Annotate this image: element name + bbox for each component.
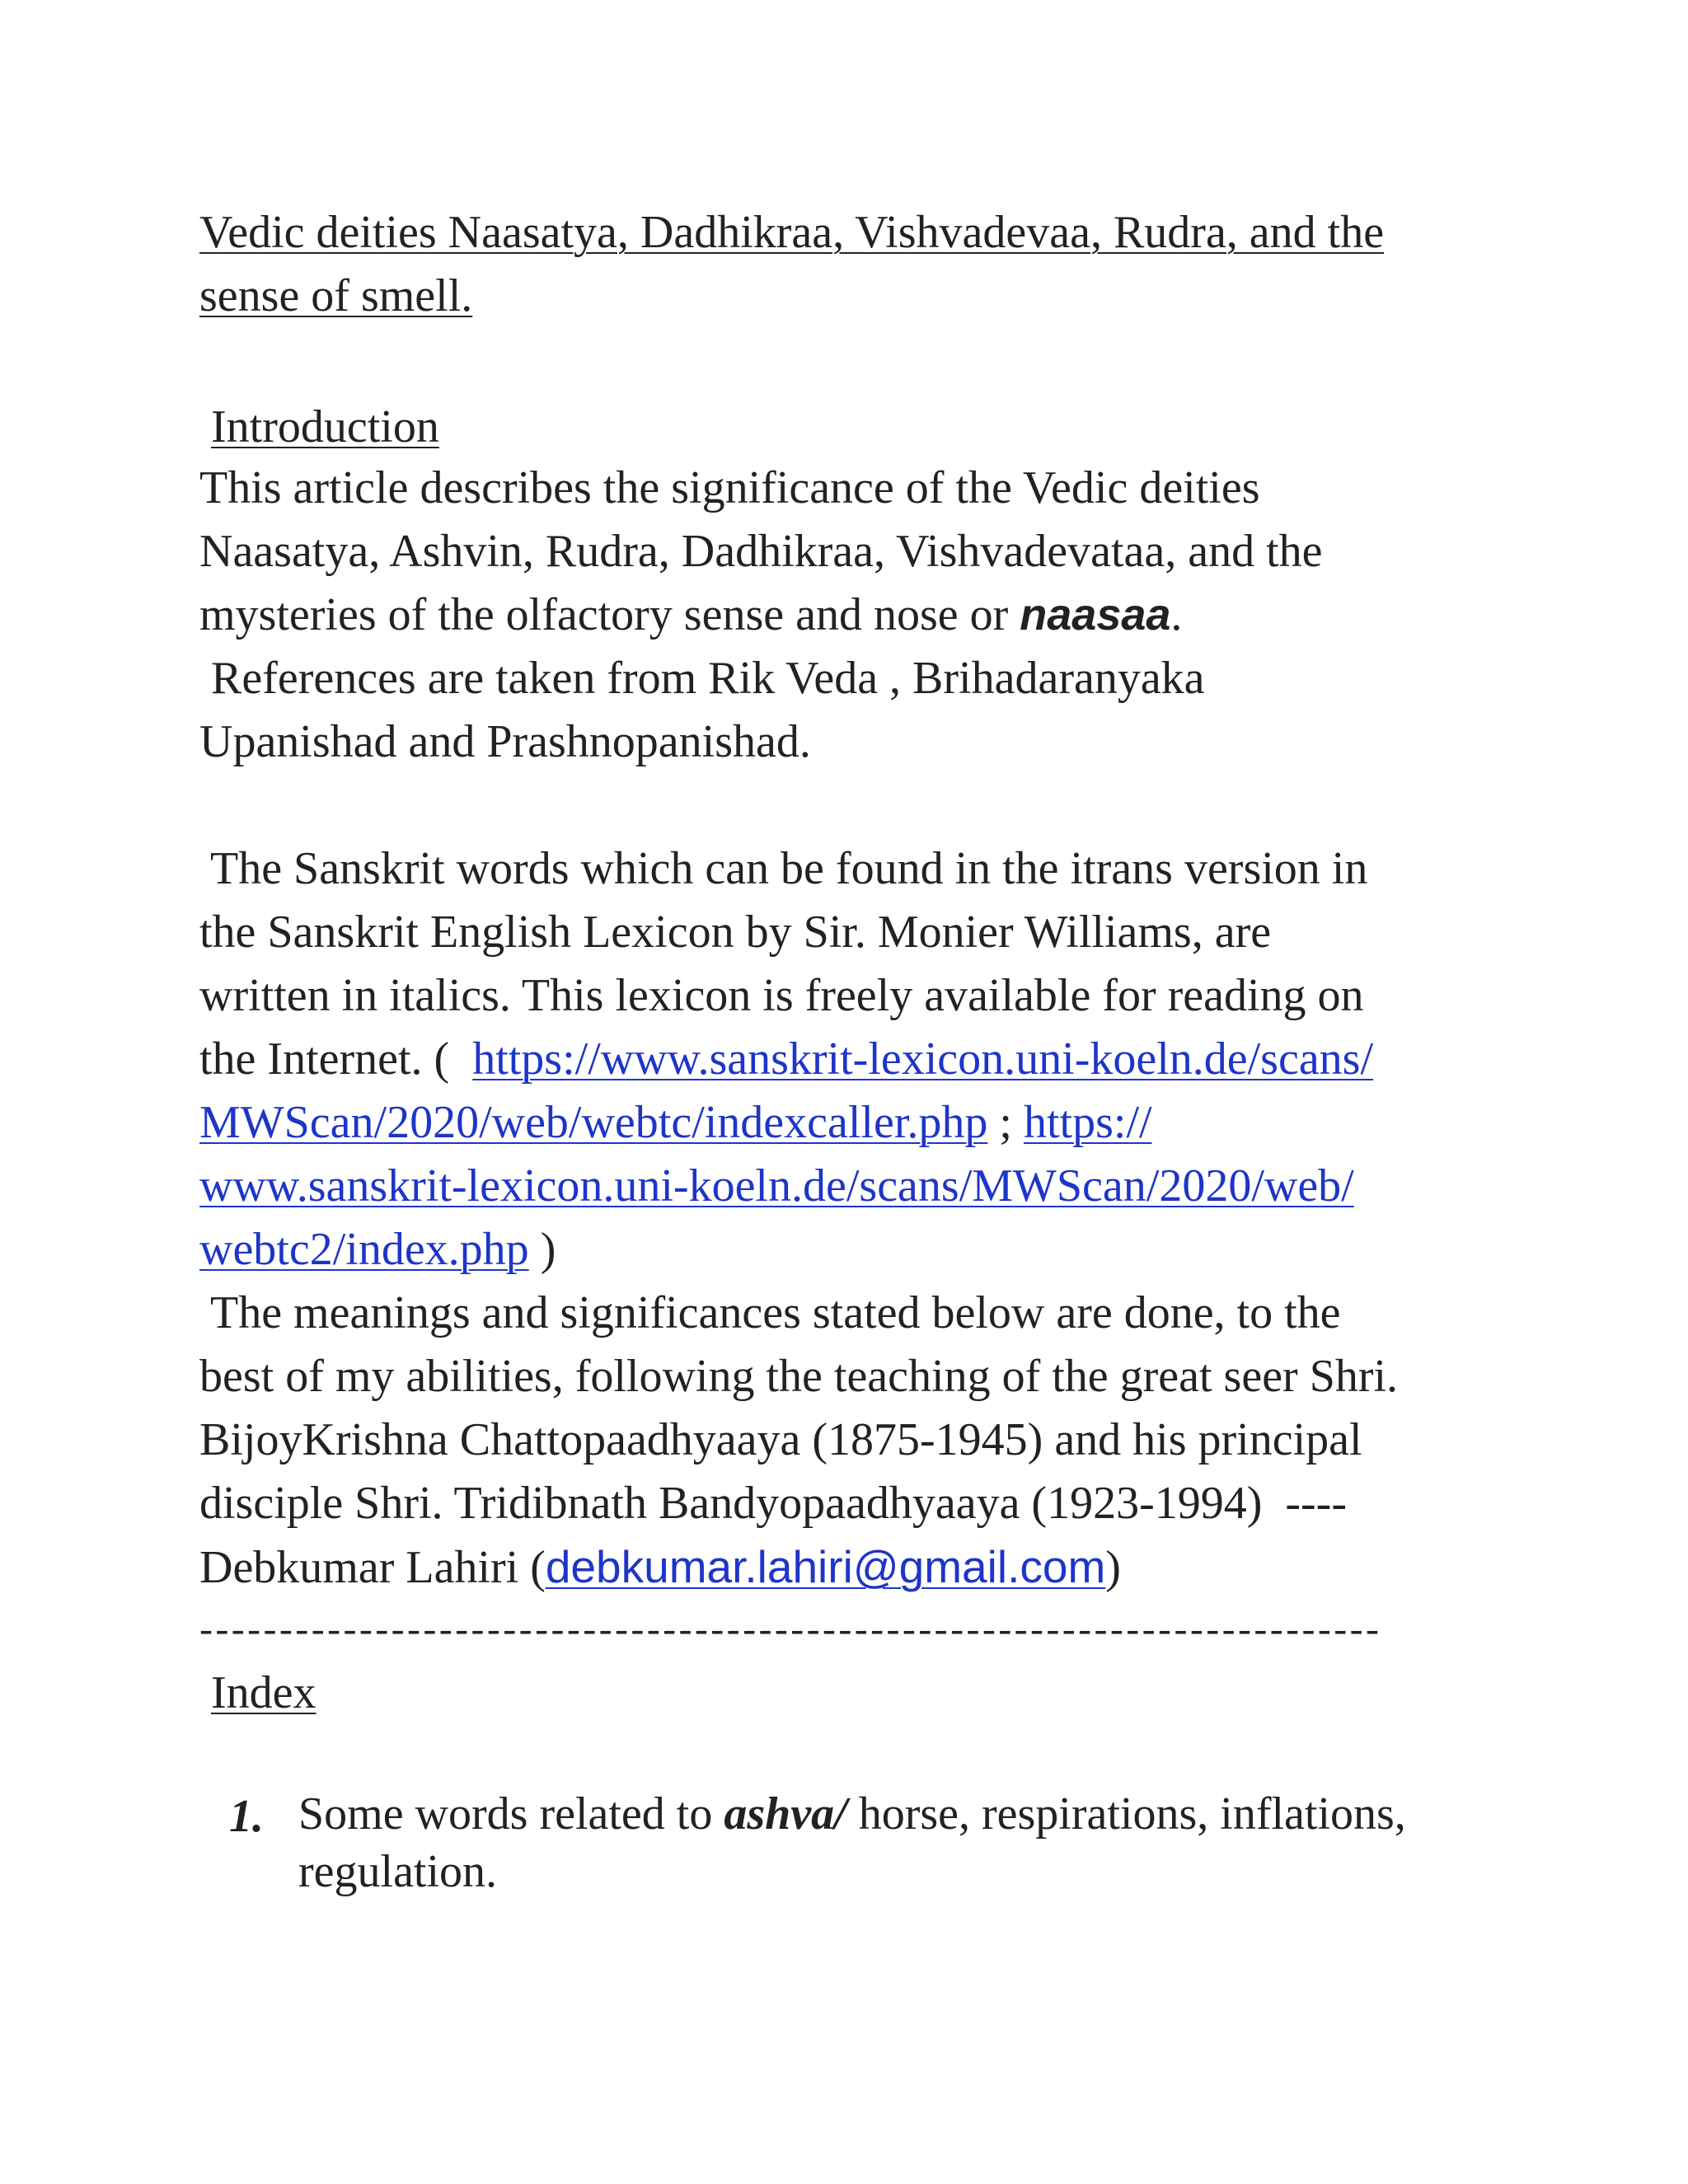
index-item-text — [298, 1785, 1551, 1900]
index-item-line-2: regulation. — [298, 1846, 498, 1897]
title-line-2: sense of smell. — [199, 270, 473, 321]
intro-line-3-suffix: . — [1170, 589, 1183, 640]
intro-line-2: Naasatya, Ashvin, Rudra, Dadhikraa, Vishvadevataa, and the — [199, 526, 1323, 577]
introduction-paragraph — [199, 457, 1551, 774]
sanskrit-line-6 — [199, 1155, 1551, 1218]
sanskrit-line-4 — [199, 1028, 1551, 1091]
index-list — [199, 1785, 1518, 1909]
link-separator: ; — [987, 1097, 1024, 1148]
introduction-heading-text: Introduction — [211, 401, 439, 452]
index-item-prefix: Some words related to — [298, 1788, 724, 1840]
internet-prefix: the Internet. ( — [199, 1033, 473, 1085]
lexicon-link-1-part-1[interactable]: https://www.sanskrit-lexicon.uni-koeln.de/scans/ — [472, 1033, 1374, 1085]
meanings-line-3: BijoyKrishna Chattopaadhyaaya (1875-1945) and his principal — [199, 1414, 1362, 1465]
sanskrit-line-2: the Sanskrit English Lexicon by Sir. Monier Williams, are — [199, 907, 1272, 958]
intro-line-5: Upanishad and Prashnopanishad. — [199, 716, 811, 767]
sanskrit-line-3: written in italics. This lexicon is freely available for reading on — [199, 970, 1364, 1021]
intro-line-4: References are taken from Rik Veda , Brihadaranyaka — [199, 653, 1205, 704]
index-item-number: 1. — [229, 1791, 264, 1842]
lexicon-link-1-part-2[interactable]: MWScan/2020/web/webtc/indexcaller.php — [199, 1097, 988, 1148]
index-heading — [199, 1661, 1551, 1725]
index-heading-text: Index — [211, 1667, 316, 1718]
sanskrit-line-5 — [199, 1091, 1551, 1155]
meanings-line-1: The meanings and significances stated below are done, to the — [199, 1287, 1341, 1338]
sanskrit-line-1: The Sanskrit words which can be found in the itrans version in — [199, 843, 1368, 894]
introduction-heading — [199, 396, 1551, 459]
dashed-divider: -------------------------------------------------------------------------- — [199, 1607, 1382, 1651]
lexicon-link-2-part-1[interactable]: https:// — [1023, 1097, 1152, 1148]
index-item-suffix: horse, respirations, inflations, — [846, 1788, 1406, 1840]
intro-line-1: This article describes the significance of the Vedic deities — [199, 462, 1260, 513]
meanings-line-4: disciple Shri. Tridibnath Bandyopaadhyaaya (1923-1994) ---- — [199, 1478, 1347, 1529]
author-prefix: Debkumar Lahiri ( — [199, 1542, 546, 1593]
sanskrit-line-7 — [199, 1218, 1551, 1282]
ashva-emphasis: ashva/ — [724, 1788, 847, 1840]
lexicon-link-2-part-2[interactable]: www.sanskrit-lexicon.uni-koeln.de/scans/MWScan/2020/web/ — [199, 1160, 1354, 1212]
sanskrit-note-paragraph — [199, 837, 1551, 1600]
title-line-1: Vedic deities Naasatya, Dadhikraa, Vishvadevaa, Rudra, and the — [199, 207, 1385, 258]
intro-line-3-prefix: mysteries of the olfactory sense and nose or — [199, 589, 1020, 640]
index-item — [199, 1785, 1518, 1909]
author-suffix: ) — [1105, 1542, 1121, 1593]
author-email-link[interactable]: debkumar.lahiri@gmail.com — [545, 1541, 1106, 1592]
close-paren: ) — [528, 1224, 556, 1275]
naasaa-emphasis: naasaa — [1020, 590, 1171, 640]
meanings-line-2: best of my abilities, following the teaching of the great seer Shri. — [199, 1351, 1399, 1402]
document-title — [199, 201, 1551, 328]
lexicon-link-2-part-3[interactable]: webtc2/index.php — [199, 1224, 529, 1275]
intro-line-3 — [199, 583, 1551, 647]
author-line — [199, 1535, 1551, 1600]
